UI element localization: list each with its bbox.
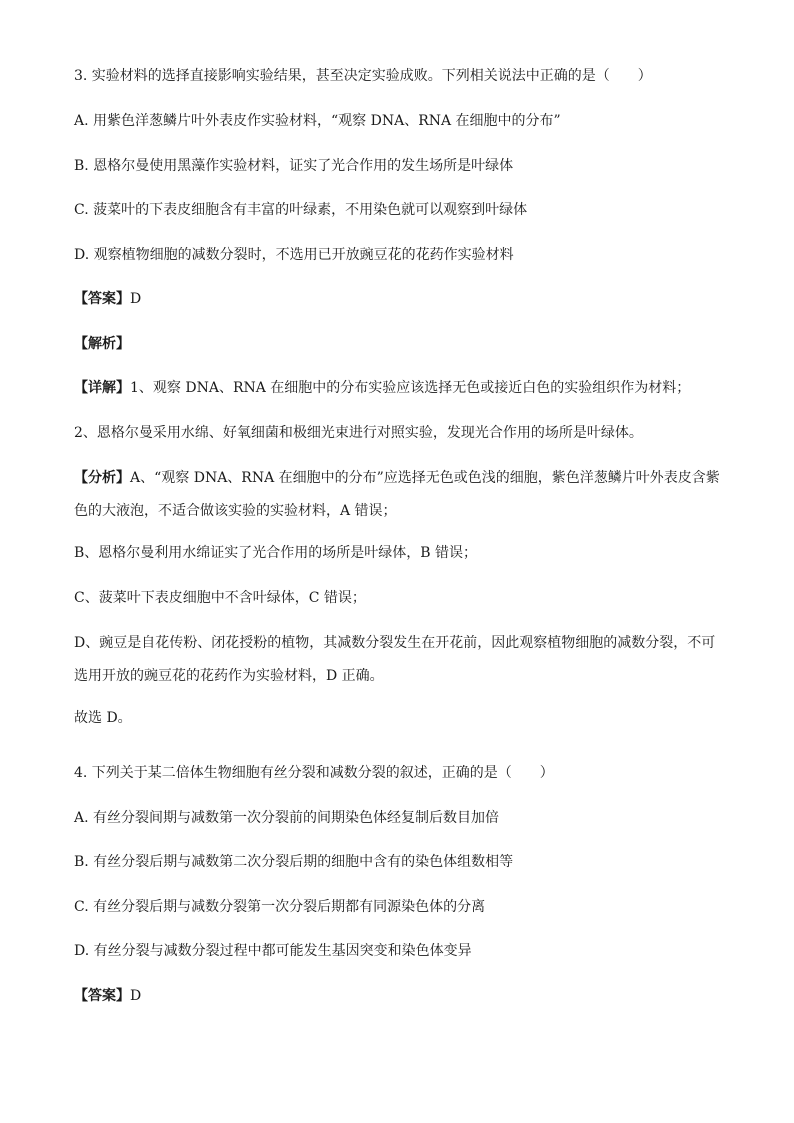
question-4-option-b: B. 有丝分裂后期与减数第二次分裂后期的细胞中含有的染色体组数相等 bbox=[74, 854, 514, 870]
detail-line-2: 2、恩格尔曼采用水绵、好氧细菌和极细光束进行对照实验，发现光合作用的场所是叶绿体。 bbox=[74, 425, 643, 441]
question-4-option-d: D. 有丝分裂与减数分裂过程中都可能发生基因突变和染色体变异 bbox=[74, 943, 472, 959]
question-3-option-a: A. 用紫色洋葱鳞片叶外表皮作实验材料，“观察 DNA、RNA 在细胞中的分布” bbox=[74, 113, 561, 129]
detail-line-1 bbox=[74, 378, 690, 398]
conclusion: 故选 D。 bbox=[74, 710, 132, 726]
answer-value: D bbox=[130, 988, 142, 1004]
analysis-sub-tag: 【分析】 bbox=[74, 470, 130, 486]
question-4-option-c: C. 有丝分裂后期与减数分裂第一次分裂后期都有同源染色体的分离 bbox=[74, 899, 486, 915]
answer-tag: 【答案】 bbox=[74, 291, 130, 307]
question-4-answer bbox=[74, 986, 141, 1006]
question-3-option-c: C. 菠菜叶的下表皮细胞含有丰富的叶绿素，不用染色就可以观察到叶绿体 bbox=[74, 202, 528, 218]
analysis-tag: 【解析】 bbox=[74, 336, 130, 352]
detail-text-1: 1、观察 DNA、RNA 在细胞中的分布实验应该选择无色或接近白色的实验组织作为材料； bbox=[130, 380, 691, 396]
analysis-a-paragraph bbox=[74, 462, 722, 528]
analysis-d-paragraph: D、豌豆是自花传粉、闭花授粉的植物，其减数分裂发生在开花前，因此观察植物细胞的减数分裂，不可选用开放的豌豆花的花药作为实验材料，D 正确。 bbox=[74, 635, 716, 684]
question-4-option-a: A. 有丝分裂间期与减数第一次分裂前的间期染色体经复制后数目加倍 bbox=[74, 810, 500, 826]
answer-value: D bbox=[130, 291, 142, 307]
question-3-stem: 3. 实验材料的选择直接影响实验结果，甚至决定实验成败。下列相关说法中正确的是（ ） bbox=[74, 68, 652, 84]
question-3-option-d: D. 观察植物细胞的减数分裂时，不选用已开放豌豆花的花药作实验材料 bbox=[74, 247, 514, 263]
question-3-answer bbox=[74, 289, 141, 309]
analysis-b: B、恩格尔曼利用水绵证实了光合作用的场所是叶绿体，B 错误； bbox=[74, 545, 478, 561]
detail-tag: 【详解】 bbox=[74, 380, 130, 396]
analysis-c: C、菠菜叶下表皮细胞中不含叶绿体，C 错误； bbox=[74, 590, 366, 606]
question-4-stem: 4. 下列关于某二倍体生物细胞有丝分裂和减数分裂的叙述，正确的是（ ） bbox=[74, 765, 554, 781]
question-3-option-b: B. 恩格尔曼使用黑藻作实验材料，证实了光合作用的发生场所是叶绿体 bbox=[74, 158, 514, 174]
analysis-a-text: A、“观察 DNA、RNA 在细胞中的分布”应选择无色或色浅的细胞，紫色洋葱鳞片叶外表皮含紫色的大液泡，不适合做该实验的实验材料，A 错误； bbox=[74, 470, 720, 519]
answer-tag: 【答案】 bbox=[74, 988, 130, 1004]
